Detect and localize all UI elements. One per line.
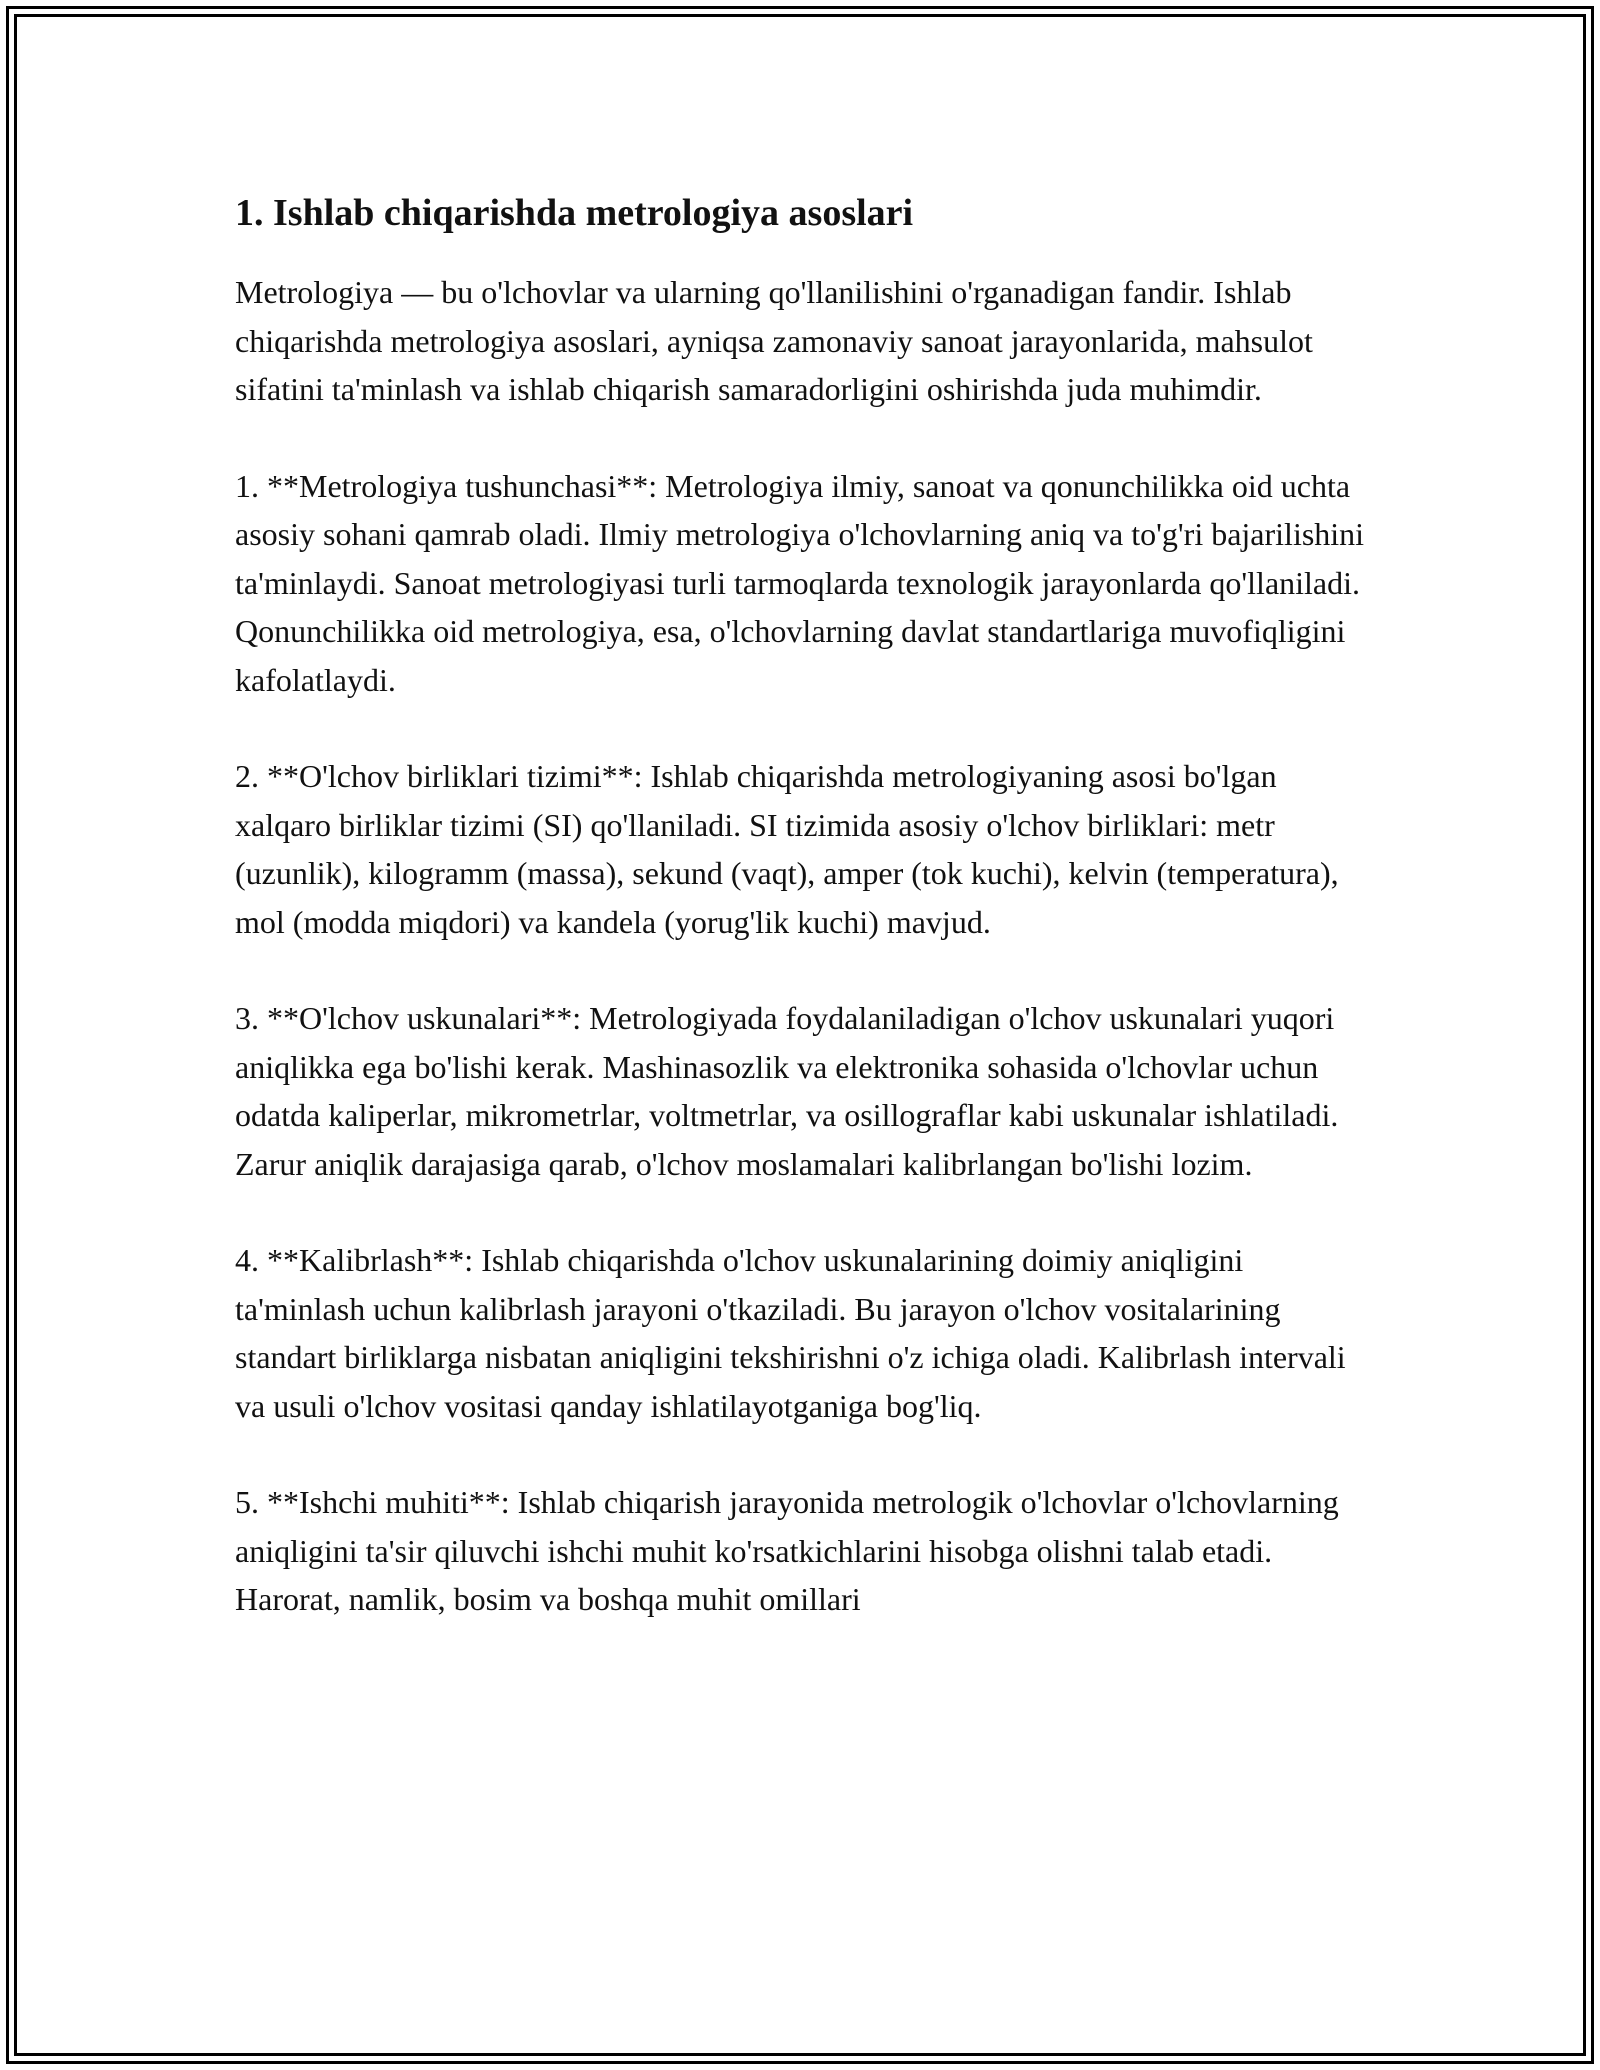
paragraph-olchov-uskunalari: 3. **O'lchov uskunalari**: Metrologiyada foydalaniladigan o'lchov uskunalari yuqori aniqlikka ega bo'lishi kerak. Mashinasozlik va elektronika sohasida o'lchovlar uchun odatda kaliperlar, mikrometrlar, voltmetrlar, va osillograflar kabi uskunalar ishlatiladi. Zarur aniqlik darajasiga qarab, o'lchov moslamalari kalibrlangan bo'lishi lozim. <box>235 1000 1339 1182</box>
paragraph-olchov-birliklari: 2. **O'lchov birliklari tizimi**: Ishlab chiqarishda metrologiyaning asosi bo'lgan xalqaro birliklar tizimi (SI) qo'llaniladi. SI tizimida asosiy o'lchov birliklari: metr (uzunlik), kilogramm (massa), sekund (vaqt), amper (tok kuchi), kelvin (temperatura), mol (modda miqdori) va kandela (yorug'lik kuchi) mavjud. <box>235 758 1339 940</box>
paragraph-kalibrlash: 4. **Kalibrlash**: Ishlab chiqarishda o'lchov uskunalarining doimiy aniqligini ta'minlash uchun kalibrlash jarayoni o'tkaziladi. Bu jarayon o'lchov vositalarining standart birliklarga nisbatan aniqligini tekshirishni o'z ichiga oladi. Kalibrlash intervali va usuli o'lchov vositasi qanday ishlatilayotganiga bog'liq. <box>235 1242 1346 1424</box>
document-title: 1. Ishlab chiqarishda metrologiya asoslari <box>235 192 914 234</box>
paragraph-ishchi-muhiti: 5. **Ishchi muhiti**: Ishlab chiqarish jarayonida metrologik o'lchovlar o'lchovlarning aniqligini ta'sir qiluvchi ishchi muhit ko'rsatkichlarini hisobga olishni talab etadi. Harorat, namlik, bosim va boshqa muhit omillari <box>235 1484 1339 1617</box>
document-body <box>235 188 1375 1672</box>
paragraph-intro: Metrologiya — bu o'lchovlar va ularning qo'llanilishini o'rganadigan fandir. Ishlab chiqarishda metrologiya asoslari, ayniqsa zamonaviy sanoat jarayonlarida, mahsulot sifatini ta'minlash va ishlab chiqarish samaradorligini oshirishda juda muhimdir. <box>235 274 1313 407</box>
paragraph-metrologiya-tushunchasi: 1. **Metrologiya tushunchasi**: Metrologiya ilmiy, sanoat va qonunchilikka oid uchta asosiy sohani qamrab oladi. Ilmiy metrologiya o'lchovlarning aniq va to'g'ri bajarilishini ta'minlaydi. Sanoat metrologiyasi turli tarmoqlarda texnologik jarayonlarda qo'llaniladi. Qonunchilikka oid metrologiya, esa, o'lchovlarning davlat standartlariga muvofiqligini kafolatlaydi. <box>235 467 1365 698</box>
